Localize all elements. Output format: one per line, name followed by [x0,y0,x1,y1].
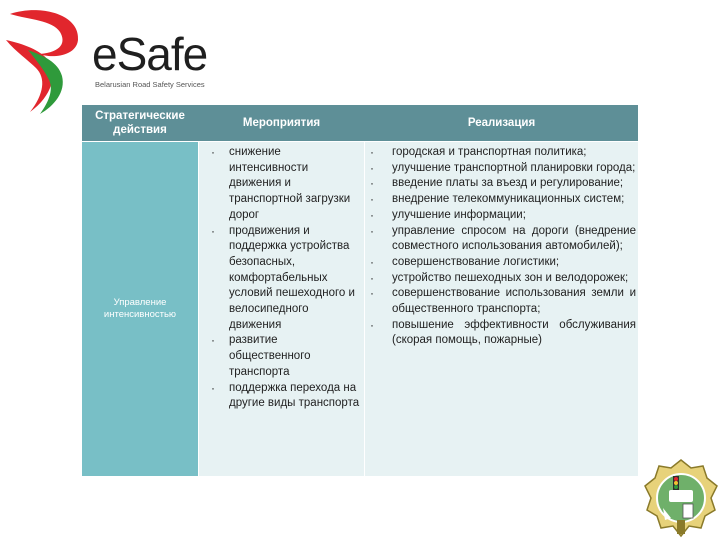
measures-list [211,145,361,412]
esafe-logo-mark-icon [0,0,100,118]
table-header-row [82,105,638,141]
list-item: · поддержка перехода на другие виды транспорта [211,381,361,412]
logo-tagline: Belarusian Road Safety Services [95,80,205,89]
list-item: · совершенствование использования земли и общественного транспорта; [370,286,636,317]
implementation-list [370,145,636,349]
traffic-police-emblem-icon [643,458,719,540]
list-item: · городская и транспортная политика; [370,145,636,161]
list-item: · управление спросом на дороги (внедрение совместного использования автомобилей); [370,224,636,255]
header-strategic-actions: Стратегические действия [95,110,185,136]
list-item: · улучшение транспортной планировки города; [370,161,636,177]
header-measures: Мероприятия [242,117,321,129]
header-implementation: Реализация [467,117,536,129]
logo-wordmark: eSafe [92,28,208,80]
measures-cell [199,142,364,476]
list-item: · продвижения и поддержка устройства безопасных, комфортабельных условий пешеходного и велосипедного движения [211,224,361,334]
implementation-cell [365,142,638,476]
esafe-logo [0,0,215,118]
list-item: · снижение интенсивности движения и транспортной загрузки дорог [211,145,361,224]
list-item: · устройство пешеходных зон и велодорожек; [370,271,636,287]
list-item: · внедрение телекоммуникационных систем; [370,192,636,208]
list-item: · введение платы за въезд и регулирование; [370,176,636,192]
list-item: · развитие общественного транспорта [211,333,361,380]
row-label-cell [82,142,198,476]
list-item: · совершенствование логистики; [370,255,636,271]
list-item: · улучшение информации; [370,208,636,224]
strategy-table [82,105,638,476]
list-item: · повышение эффективности обслуживания (скорая помощь, пожарные) [370,318,636,349]
row-label: Управление интенсивностью [103,297,177,320]
